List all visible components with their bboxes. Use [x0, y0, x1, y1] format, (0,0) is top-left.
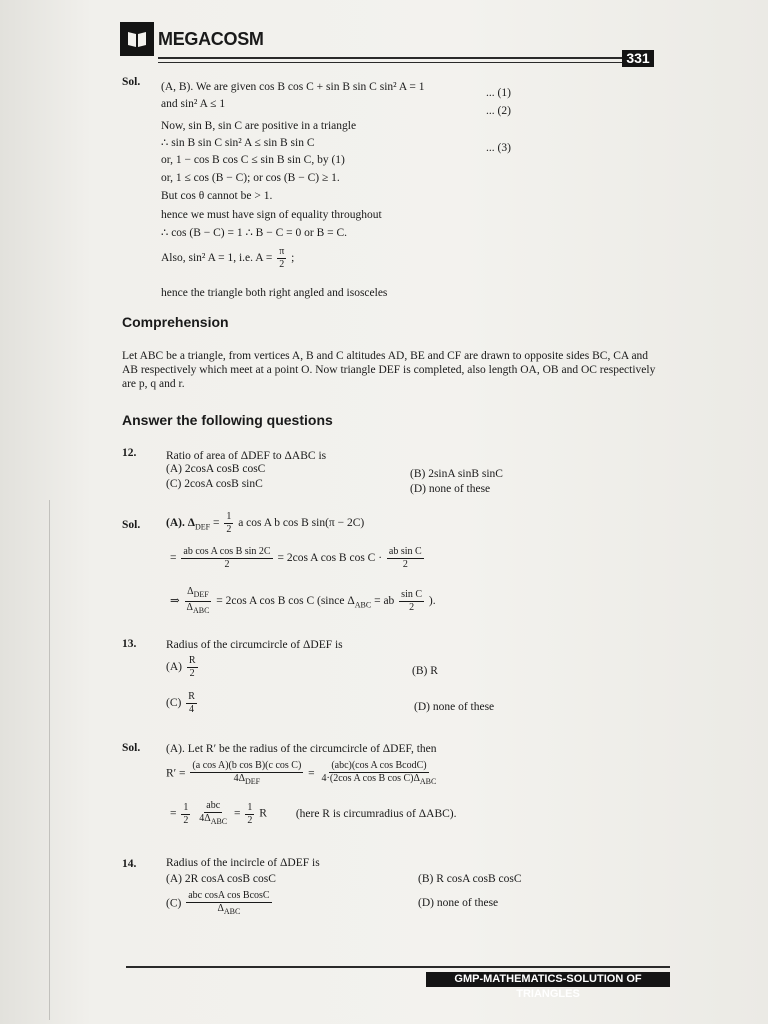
sol-label: Sol.: [122, 519, 141, 531]
sol-line: or, 1 − cos B cos C ≤ sin B sin C, by (1): [161, 154, 345, 166]
header-rule: [158, 57, 622, 59]
sol-line: But cos θ cannot be > 1.: [161, 190, 273, 202]
equation-ref: ... (3): [486, 142, 511, 154]
option-b: (B) R: [412, 665, 438, 677]
sol12-line2: = $\frac{\text{ab cos A cos B sin 2C}}{2}$ = 2cos A cos B cos C · $\frac{\text{ab sin C}}{2}$: [170, 546, 422, 570]
question-number: 14.: [122, 858, 137, 870]
sol12-line3: ⇒ $\frac{\Delta_{DEF}}{\Delta_{ABC}}$ = 2cos A cos B cos C (since $\Delta_{ABC}$ = ab $\frac{\text{sin C}}{2}$ ).: [170, 586, 436, 615]
sol13-line1: (A). Let R′ be the radius of the circumcircle of ΔDEF, then: [166, 743, 437, 755]
sol12-line1: (A). $\Delta_{DEF}$ = $\frac{1}{2}$ a cos A b cos B sin(π − 2C): [166, 511, 365, 535]
header-rule-thin: [158, 62, 622, 63]
section-title: Comprehension: [122, 314, 229, 330]
sol-label: Sol.: [122, 742, 141, 754]
sol-line: hence we must have sign of equality throughout: [161, 209, 382, 221]
sol-line: ∴ sin B sin C sin² A ≤ sin B sin C: [161, 137, 315, 149]
question-text: Radius of the incircle of ΔDEF is: [166, 857, 320, 869]
option-a: (A) 2cosA cosB cosC: [166, 463, 266, 475]
equation-ref: ... (2): [486, 105, 511, 117]
page-number: 331: [622, 50, 654, 67]
option-d: (D) none of these: [418, 897, 499, 909]
option-d: (D) none of these: [414, 701, 495, 713]
book-icon: [126, 28, 148, 50]
comprehension-text: Let ABC be a triangle, from vertices A, B and C altitudes AD, BE and CF are drawn to opposite sides BC, CA and AB respectively which meet at a point O. Now triangle DEF is completed, also length OA, OB and OC respectively are p, q and r.: [122, 350, 656, 390]
sol-line: Now, sin B, sin C are positive in a triangle: [161, 120, 357, 132]
sol-label: Sol.: [122, 76, 141, 88]
sol-line: or, 1 ≤ cos (B − C); or cos (B − C) ≥ 1.: [161, 172, 340, 184]
sol-line: and sin² A ≤ 1: [161, 98, 226, 110]
option-a: (A) 2R cosA cosB cosC: [166, 873, 276, 885]
option-d: (D) none of these: [410, 483, 491, 495]
section-title: Answer the following questions: [122, 412, 333, 428]
sol-line: (A, B). We are given cos B cos C + sin B sin C sin² A = 1: [161, 81, 425, 93]
sol13-line2: R′ = $\frac{\text{(a cos A)(b cos B)(c cos C)}}{4\Delta_{DEF}}$ = $\frac{\text{(abc)(cos A cos BcodC)}}{4\cdot(2\cos A \cos B \cos C)\Delta_{ABC}}$: [166, 760, 437, 786]
question-number: 13.: [122, 638, 137, 650]
brand-name: MEGACOSM: [158, 29, 264, 49]
footer-rule: [126, 966, 670, 968]
question-number: 12.: [122, 447, 137, 459]
page-edge-line: [49, 500, 50, 1020]
equation-ref: ... (1): [486, 87, 511, 99]
footer-chapter-tag: GMP-MATHEMATICS-SOLUTION OF TRIANGLES: [426, 972, 670, 987]
option-c: (C) $\frac{R}{4}$: [166, 691, 195, 715]
question-text: Ratio of area of ΔDEF to ΔABC is: [166, 450, 327, 462]
question-text: Radius of the circumcircle of ΔDEF is: [166, 639, 343, 651]
sol13-line3: = $\frac{1}{2}$ $\frac{\text{abc}}{4\Delta_{ABC}}$ = $\frac{1}{2}$ R (here R is circumradius of ΔABC).: [170, 800, 457, 826]
option-c: (C) $\frac{\text{abc cosA cos BcosC}}{\Delta_{ABC}}$: [166, 890, 270, 916]
option-a: (A) $\frac{R}{2}$: [166, 655, 196, 679]
sol-line-fraction: Also, sin² A = 1, i.e. A = $\frac{\pi}{2}$ ;: [161, 246, 295, 270]
option-b: (B) 2sinA sinB sinC: [410, 468, 503, 480]
sol-conclusion: hence the triangle both right angled and isosceles: [161, 287, 388, 299]
option-c: (C) 2cosA cosB sinC: [166, 478, 263, 490]
option-b: (B) R cosA cosB cosC: [418, 873, 522, 885]
sol-line: ∴ cos (B − C) = 1 ∴ B − C = 0 or B = C.: [161, 227, 348, 239]
